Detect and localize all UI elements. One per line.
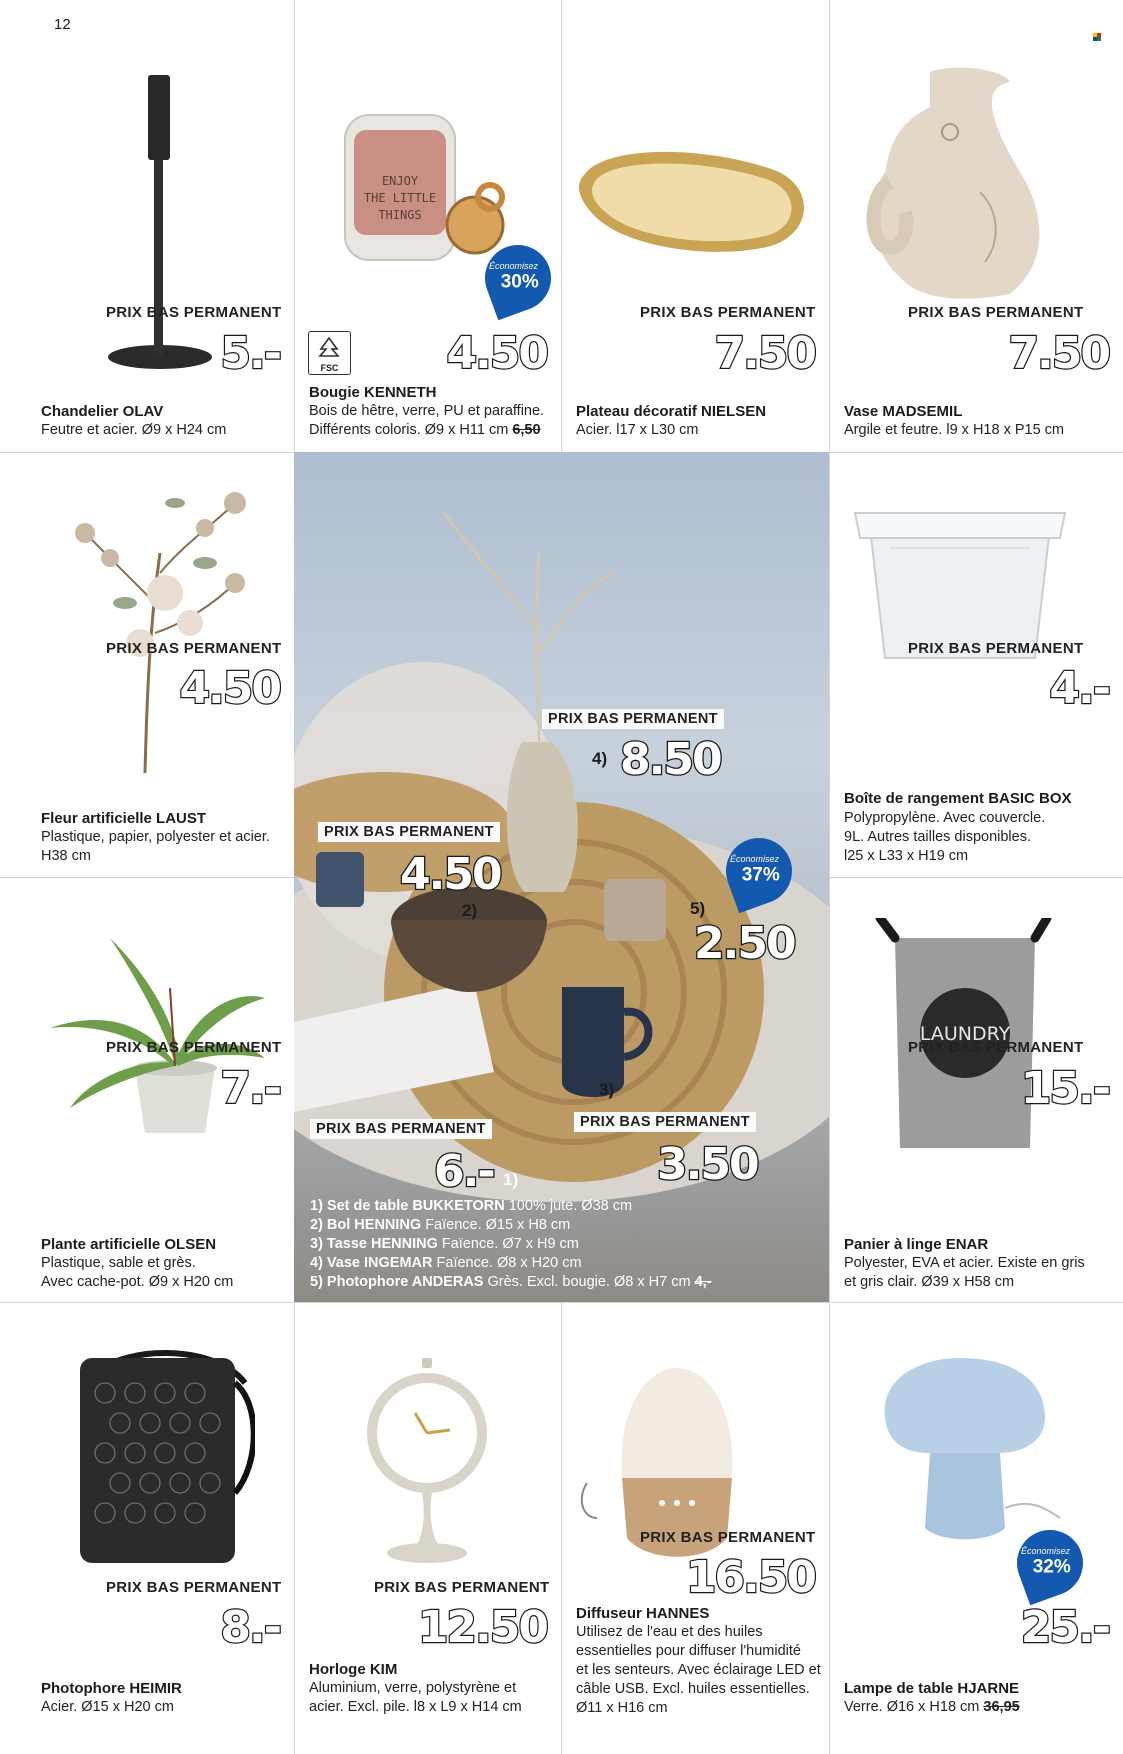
product-desc: Feutre et acier. Ø9 x H24 cm [41, 422, 227, 438]
product-desc: Verre. Ø16 x H18 cm 36,95 [844, 1699, 1020, 1715]
lifestyle-photo [294, 452, 829, 1302]
price: 3.50 [657, 1139, 758, 1190]
prix-label: PRIX BAS PERMANENT [908, 304, 1084, 321]
gold-tray-image [574, 140, 814, 260]
legend-item: 3) Tasse HENNING Faïence. Ø7 x H9 cm [310, 1236, 579, 1252]
product-desc: Avec cache-pot. Ø9 x H20 cm [41, 1274, 234, 1290]
price: 7.50 [714, 328, 815, 379]
price: 5.- [220, 328, 280, 379]
price: 25.- [1020, 1602, 1109, 1653]
fsc-logo-icon: FSC [308, 331, 351, 375]
product-name: Photophore HEIMIR [41, 1680, 182, 1697]
product-desc: l25 x L33 x H19 cm [844, 848, 969, 864]
item-marker: 2) [462, 901, 478, 920]
product-name: Plateau décoratif NIELSEN [576, 403, 767, 420]
prix-label: PRIX BAS PERMANENT [106, 640, 282, 657]
old-price: 4,- [694, 1274, 712, 1290]
product-card-hjarne[interactable] [830, 1303, 1123, 1754]
item-marker: 1) [503, 1170, 519, 1189]
product-desc: acier. Excl. pile. l8 x L9 x H14 cm [309, 1699, 522, 1715]
candle-holder-image [100, 75, 220, 375]
product-desc: essentielles pour diffuser l'humidité [576, 1643, 801, 1659]
table-lamp-image [870, 1358, 1070, 1548]
product-card-basicbox[interactable] [830, 453, 1123, 877]
price: 7.- [220, 1063, 280, 1114]
photo-legend [310, 1197, 712, 1292]
laundry-print: LAUNDRY [919, 1023, 1011, 1045]
product-card-olav[interactable] [0, 0, 294, 452]
discount-badge: Économisez 30% [476, 236, 561, 321]
product-card-hannes[interactable] [562, 1303, 829, 1754]
product-card-olsen[interactable] [0, 878, 294, 1302]
product-name: Panier à linge ENAR [844, 1236, 989, 1253]
legend-item: 2) Bol HENNING Faïence. Ø15 x H8 cm [310, 1217, 571, 1233]
candle-jar-image [340, 105, 520, 265]
prix-label: PRIX BAS PERMANENT [106, 304, 282, 321]
product-card-laust[interactable] [0, 453, 294, 877]
product-card-nielsen[interactable] [562, 0, 829, 452]
product-name: Chandelier OLAV [41, 403, 164, 420]
prix-label: PRIX BAS PERMANENT [908, 640, 1084, 657]
product-name: Horloge KIM [309, 1661, 398, 1678]
discount-badge: Économisez 32% [1008, 1521, 1093, 1606]
product-desc: Acier. Ø15 x H20 cm [41, 1699, 174, 1715]
prix-label: PRIX BAS PERMANENT [908, 1039, 1084, 1056]
product-card-madsemil[interactable] [830, 0, 1123, 452]
product-card-kim[interactable] [295, 1303, 561, 1754]
svg-text:ENJOY: ENJOY [381, 174, 419, 188]
item-marker: 4) [592, 749, 608, 768]
product-name: Lampe de table HJARNE [844, 1680, 1020, 1697]
legend-item: 4) Vase INGEMAR Faïence. Ø8 x H20 cm [310, 1255, 582, 1271]
prix-label: PRIX BAS PERMANENT [106, 1579, 282, 1596]
product-desc: Acier. l17 x L30 cm [576, 422, 699, 438]
price: 4.50 [179, 663, 280, 714]
old-price: 36,95 [983, 1699, 1020, 1715]
legend-item: 5) Photophore ANDERAS Grès. Excl. bougie. Ø8 x H7 cm 4,- [310, 1274, 712, 1290]
product-desc: Polyester, EVA et acier. Existe en gris [844, 1255, 1085, 1271]
fish-vase-image [860, 62, 1060, 302]
prix-label: PRIX BAS PERMANENT [640, 1529, 816, 1546]
prix-label: PRIX BAS PERMANENT [640, 304, 816, 321]
clock-image [365, 1358, 495, 1568]
prix-label: PRIX BAS PERMANENT [374, 1579, 550, 1596]
price: 4.50 [400, 849, 501, 900]
laundry-basket-image [875, 918, 1055, 1158]
price: 4.- [1049, 663, 1109, 714]
product-desc: Plastique, sable et grès. [41, 1255, 196, 1271]
prix-label: PRIX BAS PERMANENT [542, 709, 724, 729]
old-price: 6,50 [512, 422, 541, 438]
svg-text:THINGS: THINGS [378, 208, 422, 222]
product-desc: Aluminium, verre, polystyrène et [309, 1680, 517, 1696]
discount-badge: Économisez 37% [717, 829, 802, 914]
product-desc: Bois de hêtre, verre, PU et paraffine. [309, 403, 545, 419]
product-card-heimir[interactable] [0, 1303, 294, 1754]
product-desc: et les senteurs. Avec éclairage LED et [576, 1662, 821, 1678]
product-desc: et gris clair. Ø39 x H58 cm [844, 1274, 1015, 1290]
product-card-enar[interactable] [830, 878, 1123, 1302]
svg-text:THE LITTLE: THE LITTLE [363, 191, 437, 205]
price: 8.- [220, 1602, 280, 1653]
price: 2.50 [694, 918, 795, 969]
product-desc: Ø11 x H16 cm [576, 1700, 668, 1716]
item-marker: 5) [690, 899, 706, 918]
product-desc: Argile et feutre. l9 x H18 x P15 cm [844, 422, 1065, 438]
page-number: 12 [54, 16, 71, 33]
product-desc: Polypropylène. Avec couvercle. [844, 810, 1046, 826]
product-name: Fleur artificielle LAUST [41, 810, 207, 827]
product-desc: Utilisez de l'eau et des huiles [576, 1624, 763, 1640]
price: 12.50 [417, 1602, 547, 1653]
product-name: Vase MADSEMIL [844, 403, 963, 420]
price: 16.50 [685, 1552, 815, 1603]
prix-label: PRIX BAS PERMANENT [106, 1039, 282, 1056]
product-name: Boîte de rangement BASIC BOX [844, 790, 1072, 807]
lantern-image [75, 1343, 255, 1573]
product-name: Diffuseur HANNES [576, 1605, 710, 1622]
product-card-kenneth[interactable] [295, 0, 561, 452]
product-desc: câble USB. Excl. huiles essentielles. [576, 1681, 810, 1697]
product-desc: 9L. Autres tailles disponibles. [844, 829, 1031, 845]
price: 8.50 [620, 734, 721, 785]
price: 6.- [434, 1146, 494, 1197]
artificial-flower-image [65, 473, 255, 773]
price: 4.50 [446, 328, 547, 379]
product-name: Bougie KENNETH [309, 384, 437, 401]
price: 7.50 [1008, 328, 1109, 379]
prix-label: PRIX BAS PERMANENT [310, 1119, 492, 1139]
prix-label: PRIX BAS PERMANENT [318, 822, 500, 842]
legend-item: 1) Set de table BUKKETORN 100% jute. Ø38 cm [310, 1198, 633, 1214]
product-desc: Plastique, papier, polyester et acier. [41, 829, 270, 845]
product-desc: Différents coloris. Ø9 x H11 cm 6,50 [309, 422, 541, 438]
product-name: Plante artificielle OLSEN [41, 1236, 217, 1253]
product-desc: H38 cm [41, 848, 91, 864]
price: 15.- [1020, 1063, 1109, 1114]
prix-label: PRIX BAS PERMANENT [574, 1112, 756, 1132]
item-marker: 3) [599, 1080, 615, 1099]
